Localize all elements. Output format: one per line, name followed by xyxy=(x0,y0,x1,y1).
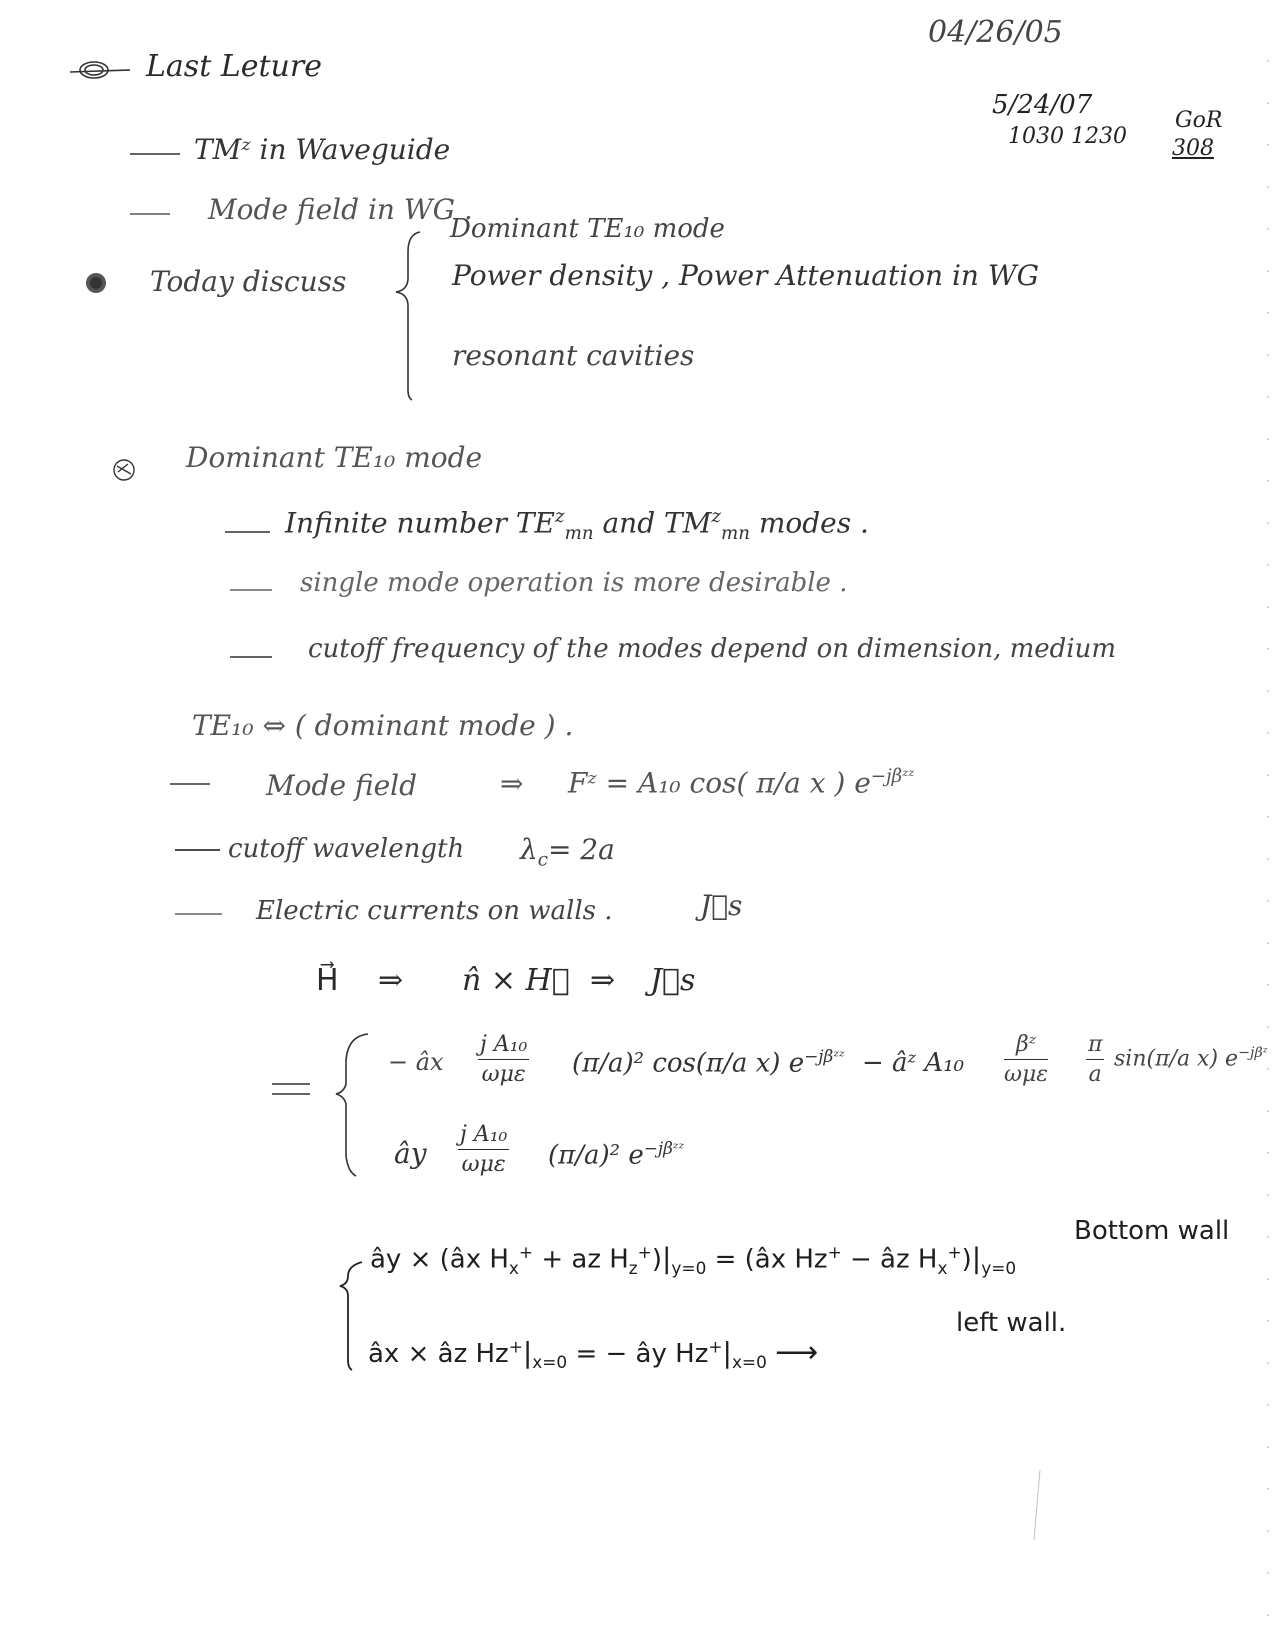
mode-field-arrow: ⇒ xyxy=(500,767,524,800)
chain-nxh: n̂ × H⃗ xyxy=(462,963,570,998)
left-wall-label: left wall. xyxy=(956,1308,1067,1338)
eq-term: − âx xyxy=(388,1048,444,1076)
eq-fraction: βᶻ ωμε xyxy=(1004,1032,1049,1087)
cutoff-equation: $\lambda_c= 2a$ xyxy=(520,833,615,871)
eq-term: − âᶻ A₁₀ xyxy=(862,1048,965,1078)
section-heading: Dominant TE₁₀ mode xyxy=(186,441,483,474)
eq-fraction: j A₁₀ ωμε xyxy=(480,1032,528,1087)
te10-heading: TE₁₀ ⇔ ( dominant mode ) . xyxy=(192,709,574,742)
bullet-text: Infinite number $TE^z_{mn}$ and $TM^z_{mn}$ modes . xyxy=(285,506,869,544)
mode-field-label: Mode field xyxy=(266,769,418,802)
room-number: 308 xyxy=(1172,136,1214,161)
left-curly-brace xyxy=(336,1034,368,1176)
eq-term: (π/a)² cos(π/a x) $e^{-j\beta ᶻᶻ}$ xyxy=(572,1046,845,1079)
chain-h: H⃗ xyxy=(316,963,339,998)
wall-eq-left: âx × âz $Hz^+|_{x=0}$ = − ây $Hz^+|_{x=0}$ ⟶ xyxy=(368,1335,819,1373)
wall-eq-bottom: ây × (âx $H_x^+$ + az $H_z^+)|_{y=0}$ = (âx Hz+ − âz $H_x^+)|_{y=0}$ xyxy=(370,1241,1017,1278)
today-topic: Power density , Power Attenuation in WG xyxy=(452,259,1039,292)
bullet-text: single mode operation is more desirable . xyxy=(300,568,848,598)
eq-term: (π/a)² $e^{-j\beta ᶻᶻ}$ xyxy=(548,1138,685,1171)
chain-arrow: ⇒ xyxy=(378,963,404,998)
mode-field-equation: Fᶻ = A₁₀ cos( π/a x ) $e^{-j\beta ᶻᶻ}$ xyxy=(568,766,915,800)
currents-label: Electric currents on walls . xyxy=(256,896,613,926)
cutoff-label: cutoff wavelength xyxy=(228,834,465,864)
eq-term: sin(π/a x) $e^{-j\beta ᶻ}$ xyxy=(1114,1045,1268,1072)
filled-bullet-icon xyxy=(86,273,106,293)
last-lecture-heading: Last Leture xyxy=(146,49,322,84)
today-topic: Dominant TE₁₀ mode xyxy=(450,214,725,244)
revision-date: 5/24/07 xyxy=(992,90,1093,120)
scribble-bullet-icon xyxy=(70,62,130,78)
today-topic: resonant cavities xyxy=(452,339,695,372)
lecture-date: 04/26/05 xyxy=(928,15,1063,50)
left-curly-brace xyxy=(340,1262,362,1370)
bottom-wall-label: Bottom wall xyxy=(1074,1216,1230,1246)
eq-fraction: j A₁₀ ωμε xyxy=(460,1122,508,1177)
left-curly-brace xyxy=(396,232,420,400)
bullet-text: cutoff frequency of the modes depend on dimension, medium xyxy=(308,634,1117,664)
last-lecture-item: TMᶻ in Waveguide xyxy=(194,133,451,166)
eq-term: ây xyxy=(394,1137,427,1170)
chain-js: J⃗s xyxy=(650,963,696,998)
surface-current-symbol: J⃗s xyxy=(700,889,743,922)
last-lecture-item: Mode field in WG . xyxy=(208,193,473,226)
time-note: 1030 1230 xyxy=(1008,124,1127,149)
eq-fraction: $\frac{\pi}{a}$ xyxy=(1088,1032,1103,1087)
room-note: GoR xyxy=(1175,108,1223,133)
circle-bullet-icon xyxy=(114,460,134,480)
chain-arrow: ⇒ xyxy=(590,963,616,998)
today-discuss-label: Today discuss xyxy=(150,265,347,298)
